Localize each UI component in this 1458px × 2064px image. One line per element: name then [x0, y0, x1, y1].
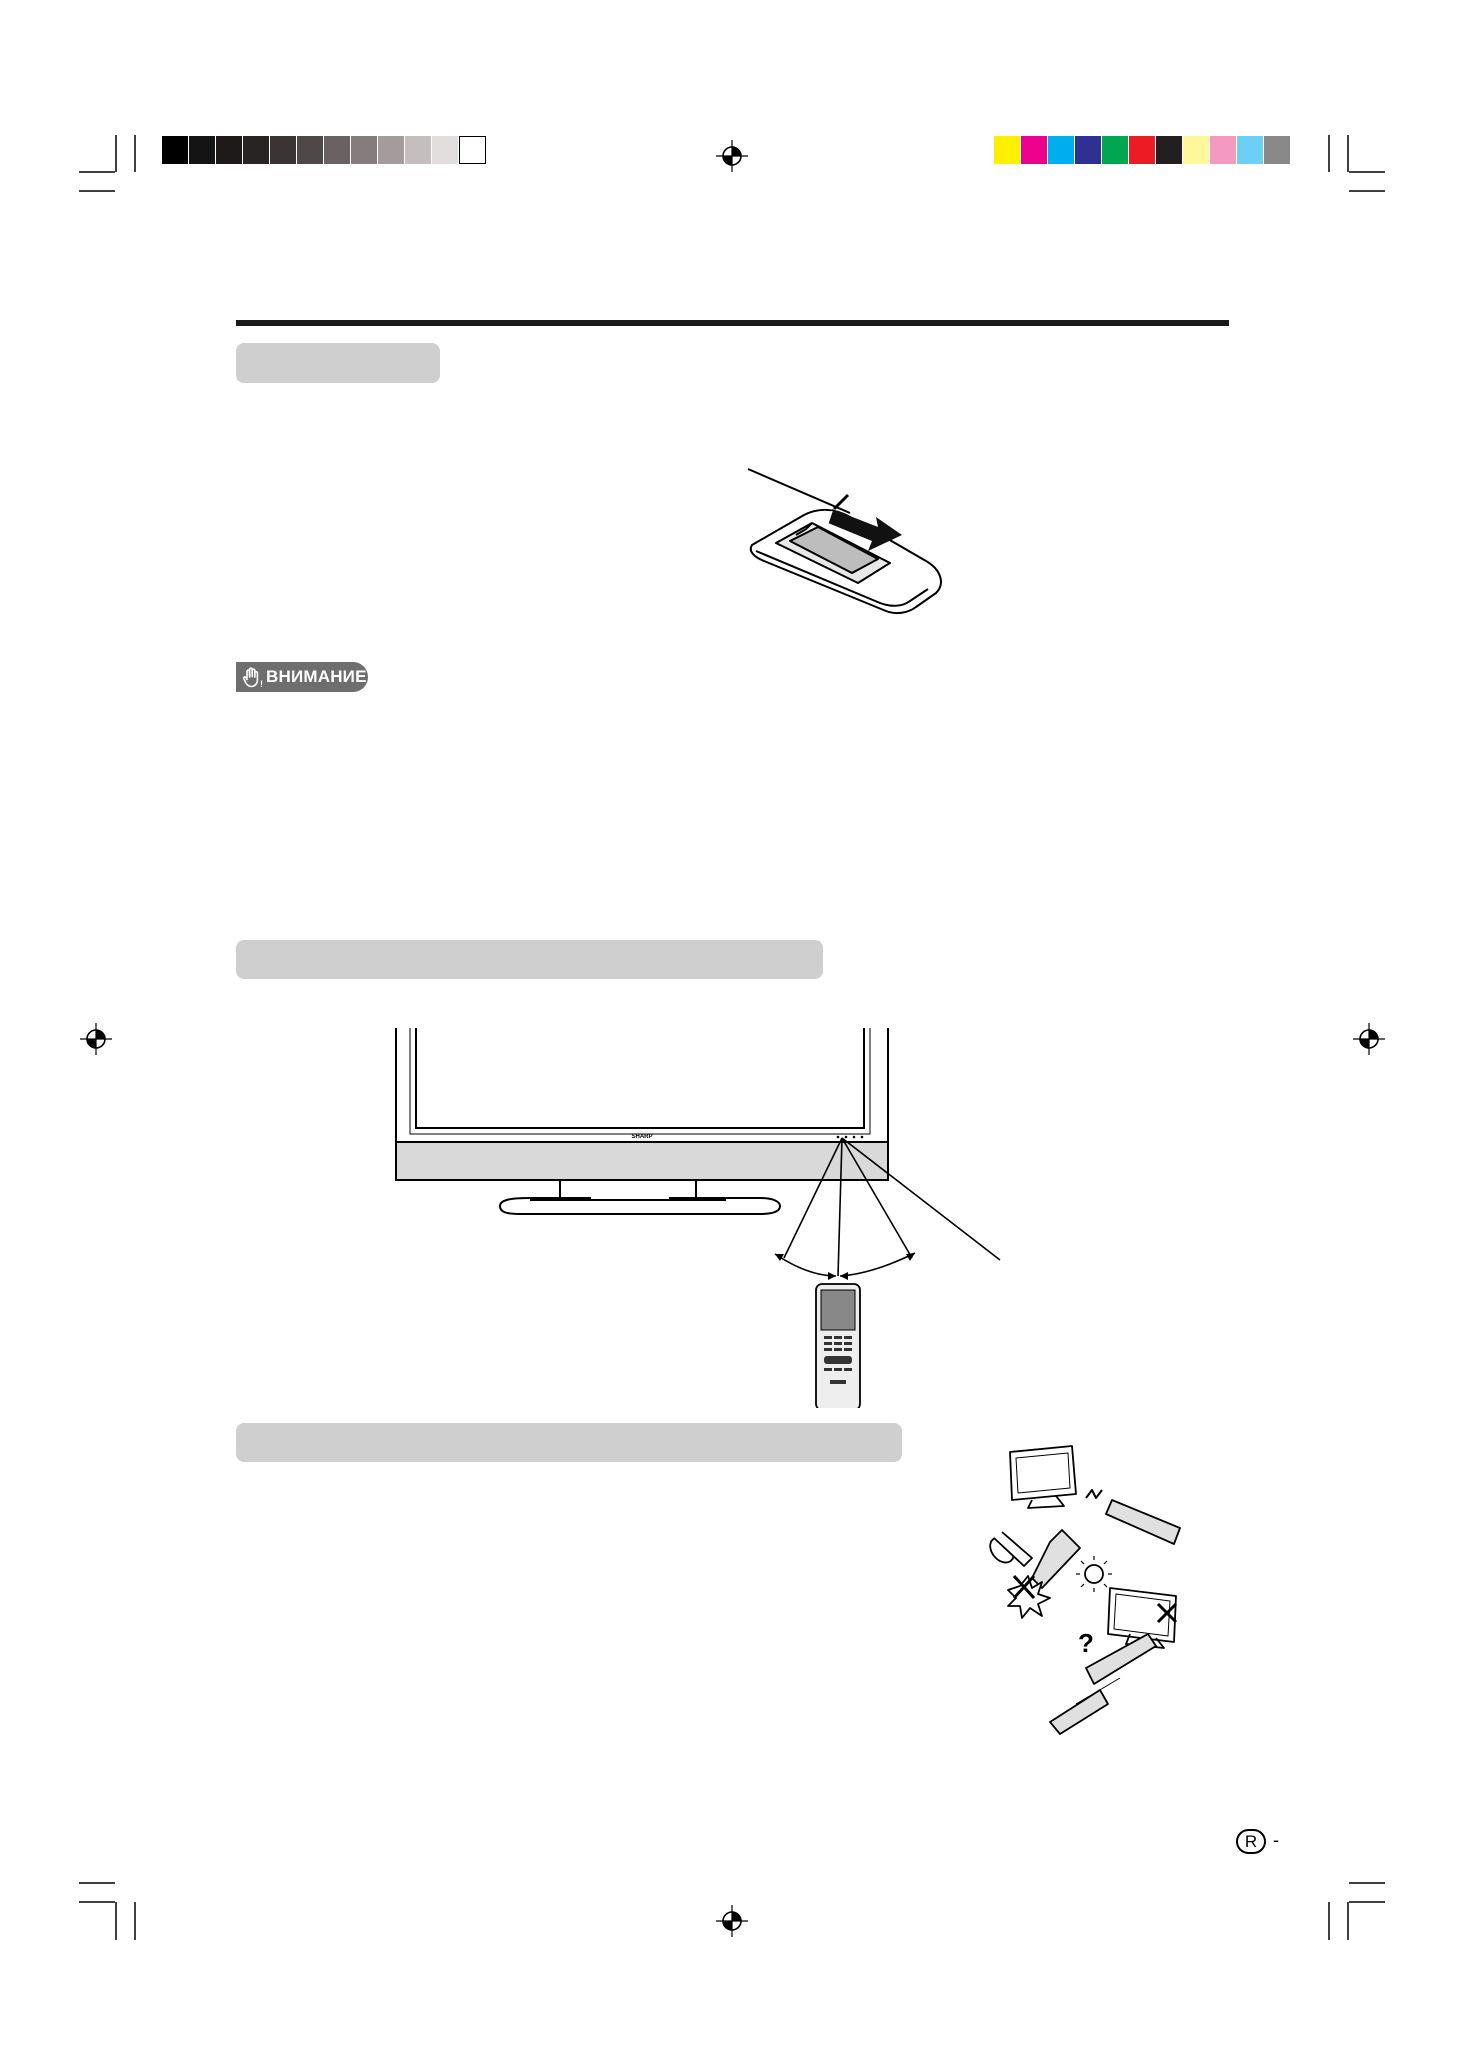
caution-badge	[236, 662, 368, 692]
registration-target-bottom	[716, 1905, 748, 1937]
remote-control-front	[816, 1284, 860, 1408]
battery-cover-illustration	[740, 465, 960, 635]
section-header-bar-3	[236, 1423, 902, 1462]
tv-brand-label: SHARP	[631, 1134, 653, 1140]
registration-target-left	[80, 1023, 112, 1055]
top-rule	[236, 320, 1229, 326]
page-language-marker: R	[1236, 1829, 1266, 1854]
tv-sensor-indicators	[837, 1136, 864, 1139]
remote-range-illustration	[390, 1028, 1010, 1408]
page-number-suffix: -	[1273, 1830, 1279, 1850]
section-header-bar-2	[236, 940, 823, 979]
question-mark-icon: ?	[1078, 1628, 1094, 1658]
tv-illustration	[396, 1028, 888, 1214]
hand-icon	[240, 665, 264, 689]
crop-mark-bottom-left	[79, 1883, 135, 1940]
registration-target-top	[716, 140, 748, 172]
registration-target-right	[1353, 1023, 1385, 1055]
crop-mark-top-right	[1329, 135, 1385, 191]
crop-mark-bottom-right	[1329, 1883, 1385, 1940]
section-header-bar-1	[236, 343, 440, 383]
svg-text:!: !	[260, 679, 263, 689]
caution-label: ВНИМАНИЕ	[266, 667, 367, 686]
remote-precautions-illustration	[980, 1438, 1190, 1738]
crop-mark-top-left	[79, 135, 135, 191]
